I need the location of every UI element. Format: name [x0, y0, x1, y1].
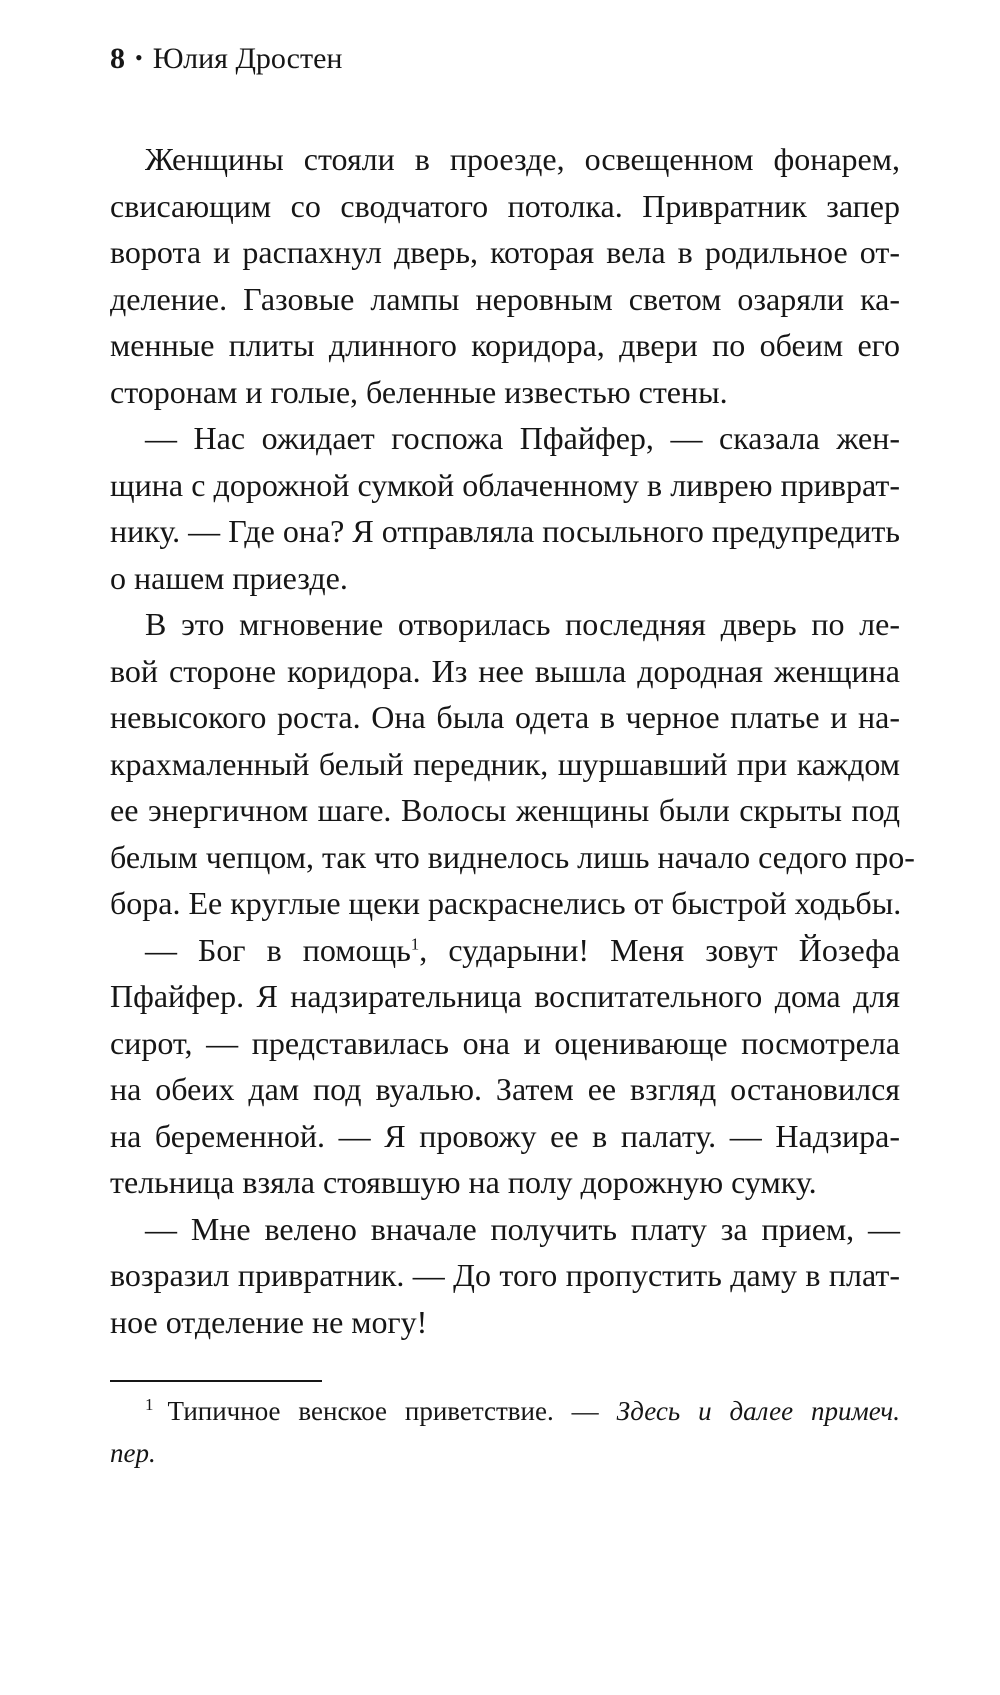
page-number: 8: [110, 42, 125, 75]
text-line: о нашем приезде.: [110, 559, 348, 596]
text-line: бора. Ее круглые щеки раскраснелись от быстрой ходьбы.: [110, 885, 902, 921]
text-line: тельница взяла стоявшую на полу дорожную сумку.: [110, 1164, 817, 1200]
text-line: Женщины стояли в проезде, освещенном фонарем,: [145, 141, 900, 177]
footnote-italic-text: Здесь и далее примеч.: [616, 1396, 901, 1426]
text-line: на беременной. — Я провожу ее в палату. — Надзира-: [110, 1117, 900, 1154]
text-line: — Нас ожидает госпожа Пфайфер, — сказала жен-: [145, 420, 900, 456]
text-line: сирот, — представилась она и оценивающе посмотрела: [110, 1024, 900, 1061]
text-line: возразил привратник. — До того пропустить даму в плат-: [110, 1257, 900, 1293]
text-line: нику. — Где она? Я отправляла посыльного предупредить: [110, 513, 900, 549]
text-line: — Мне велено вначале получить плату за прием, —: [145, 1210, 900, 1247]
running-head: [110, 40, 342, 80]
text-line: менные плиты длинного коридора, двери по обеим его: [110, 327, 900, 363]
footnote-text: Типичное венское приветствие. —: [167, 1396, 599, 1426]
text-line: невысокого роста. Она была одета в черное платье и на-: [110, 699, 900, 735]
footnote-continuation: пер.: [110, 1438, 156, 1468]
footnote: [110, 1390, 900, 1474]
text-line: ее энергичном шаге. Волосы женщины были скрыты под: [110, 792, 900, 828]
header-separator: •: [135, 45, 143, 70]
text-line: крахмаленный белый передник, шуршавший при каждом: [110, 745, 900, 782]
author-name: Юлия Дростен: [152, 42, 343, 75]
text-line: вой стороне коридора. Из нее вышла дородная женщина: [110, 652, 900, 689]
body-text: [110, 136, 915, 1345]
footnote-reference: 1: [410, 933, 420, 953]
text-line: Пфайфер. Я надзирательница воспитательного дома для: [110, 978, 900, 1014]
text-fragment: , сударыни! Меня зовут Йозефа: [419, 931, 901, 968]
text-line: белым чепцом, так что виднелось лишь начало седого про-: [110, 838, 915, 875]
text-line: В это мгновение отворилась последняя дверь по ле-: [145, 606, 900, 642]
text-line-with-footnote: [110, 927, 900, 974]
text-line: щина с дорожной сумкой облаченному в ливрею приврат-: [110, 466, 900, 503]
text-line: свисающим со сводчатого потолка. Привратник запер: [110, 187, 900, 224]
text-line: сторонам и голые, беленные известью стены.: [110, 373, 728, 410]
text-line: ворота и распахнул дверь, которая вела в родильное от-: [110, 234, 900, 270]
text-line: деление. Газовые лампы неровным светом озаряли ка-: [110, 280, 900, 317]
text-line: ное отделение не могу!: [110, 1303, 428, 1340]
footnote-divider: [110, 1380, 322, 1382]
footnote-line: [110, 1432, 900, 1474]
text-line: на обеих дам под вуалью. Затем ее взгляд остановился: [110, 1071, 900, 1107]
footnote-line: [110, 1390, 900, 1432]
text-fragment: — Бог в помощь: [145, 931, 411, 968]
footnote-mark: 1: [145, 1395, 154, 1414]
